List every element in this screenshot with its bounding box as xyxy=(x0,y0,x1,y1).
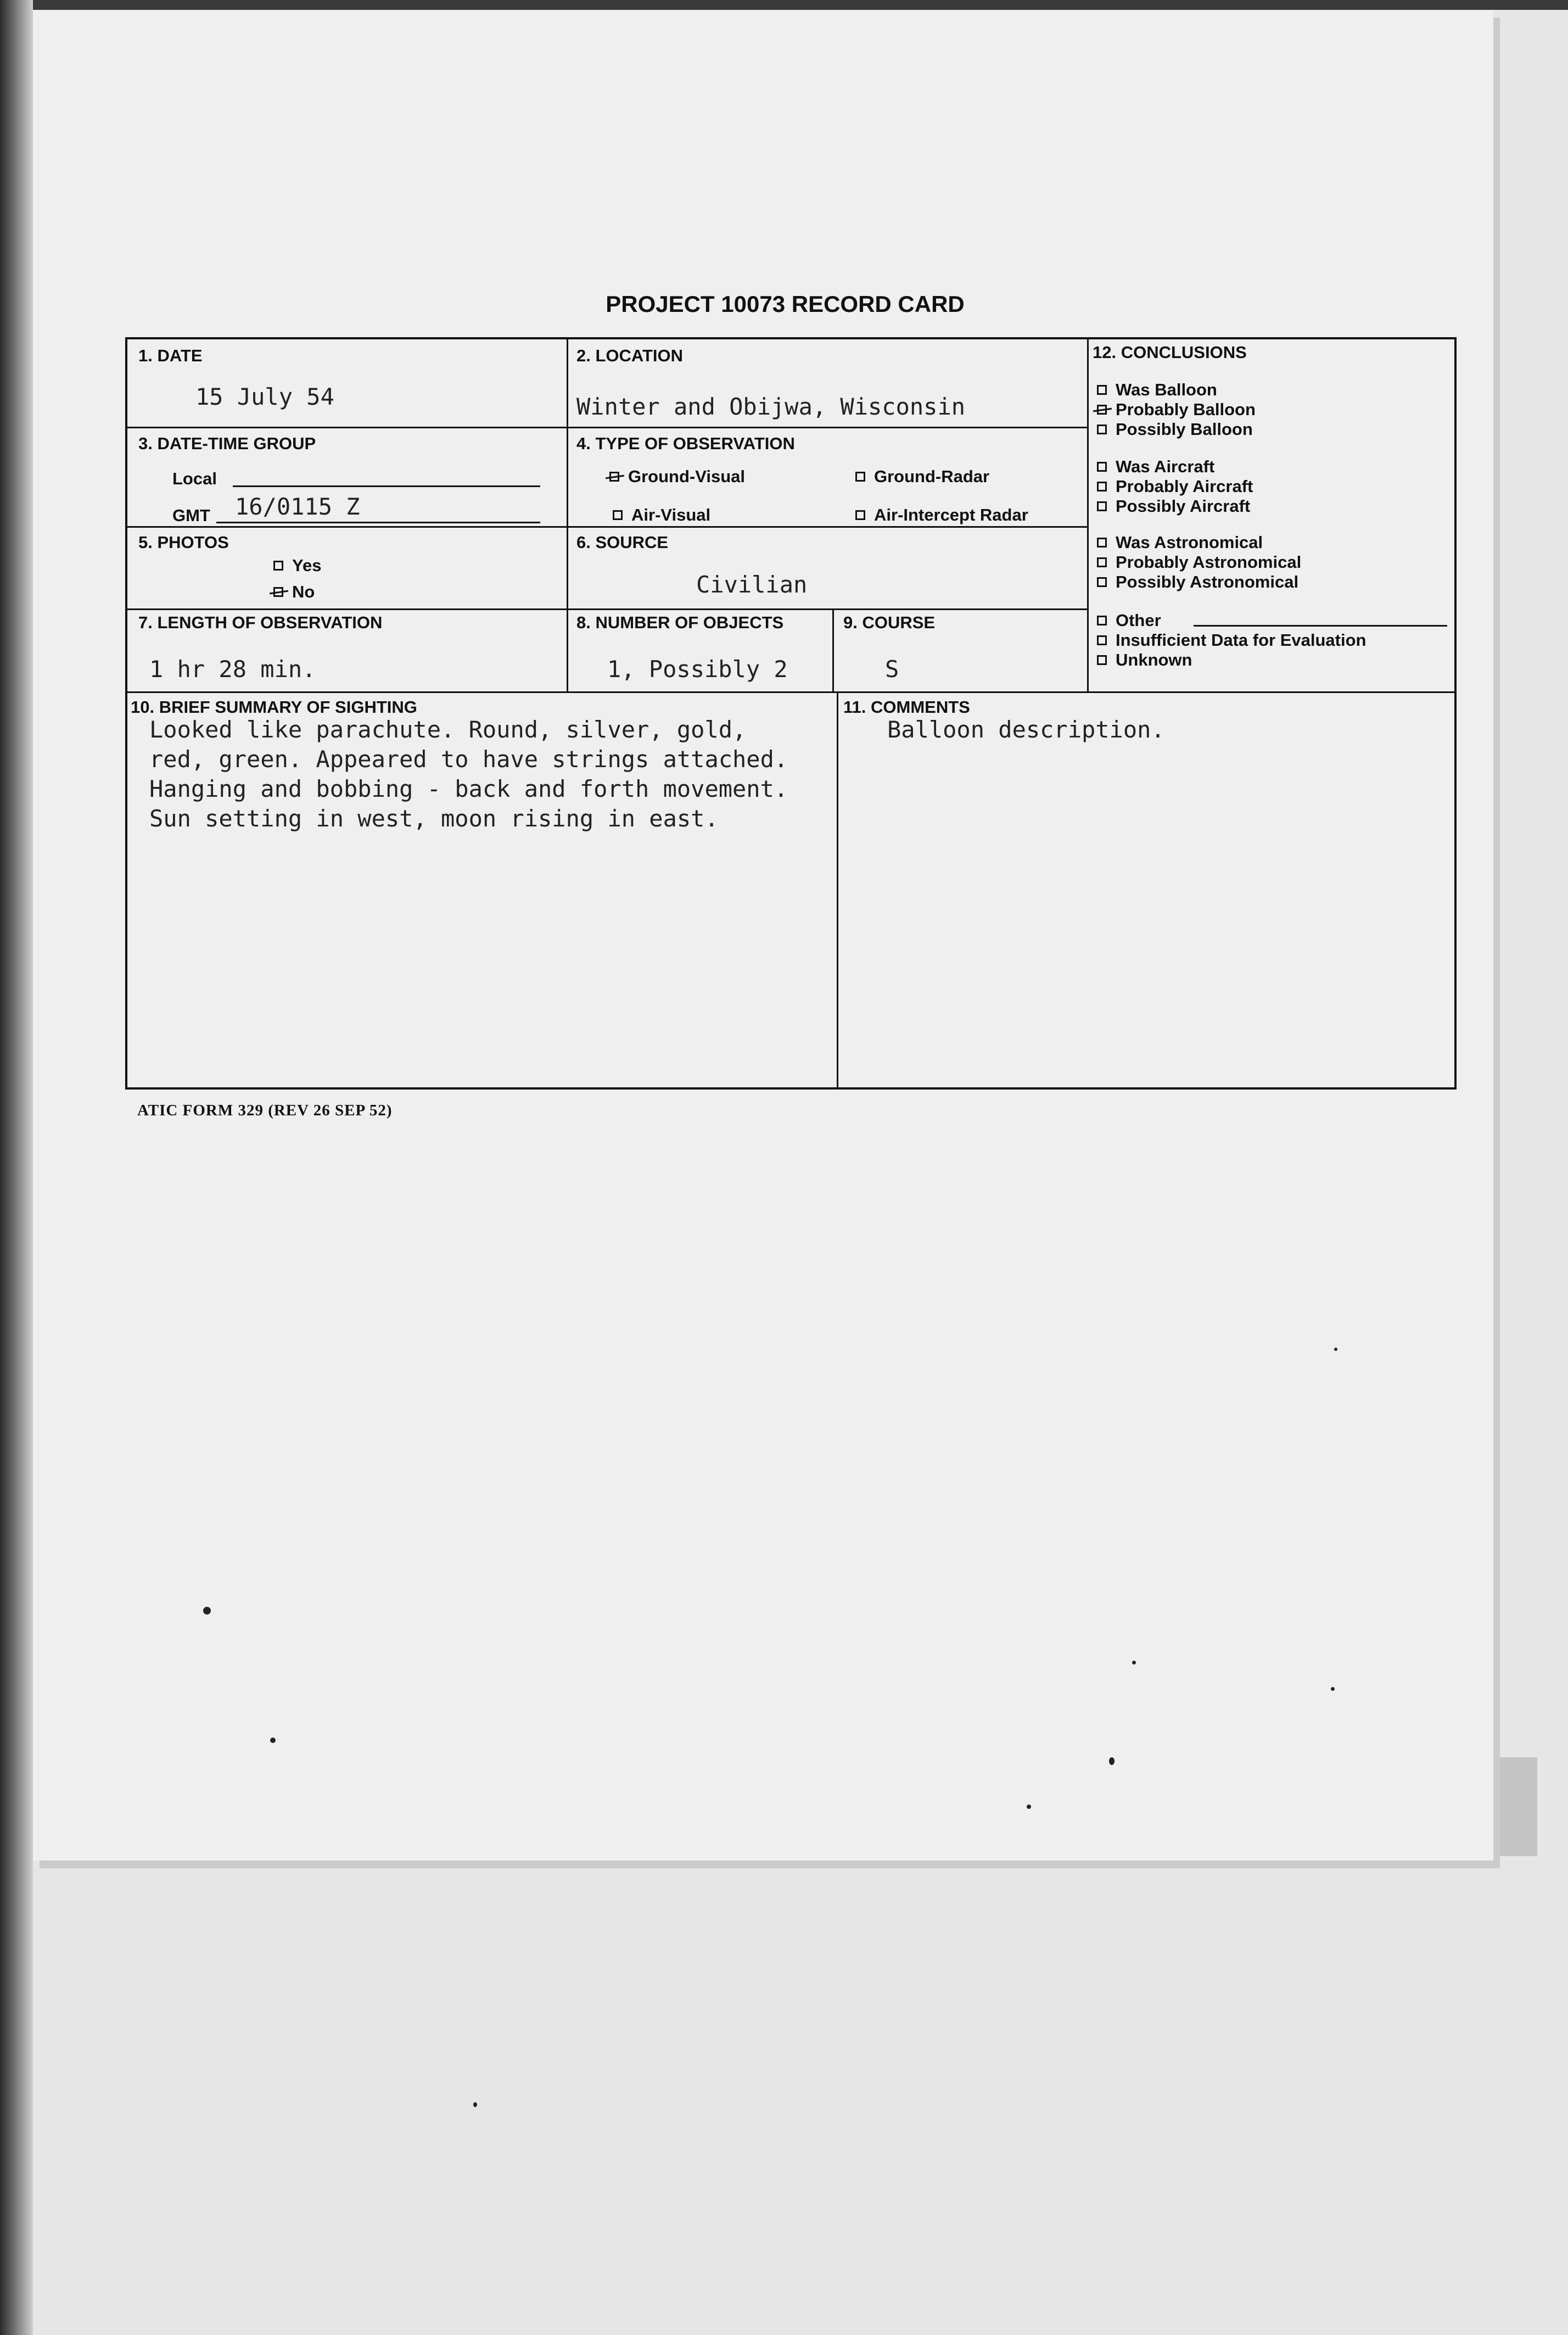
conclusions-label: 12. CONCLUSIONS xyxy=(1093,343,1247,362)
checkbox-photos-no xyxy=(273,587,283,597)
comments-label: 11. COMMENTS xyxy=(843,697,970,717)
scan-speck xyxy=(1334,1348,1337,1351)
date-value: 15 July 54 xyxy=(195,383,334,410)
summary-line-3: Hanging and bobbing - back and forth movement. xyxy=(149,775,788,802)
number-of-objects-value: 1, Possibly 2 xyxy=(607,656,788,683)
location-label: 2. LOCATION xyxy=(576,346,684,365)
summary-line-1: Looked like parachute. Round, silver, gold, xyxy=(149,716,747,743)
observation-type-label: 4. TYPE OF OBSERVATION xyxy=(576,434,795,453)
summary-line-2: red, green. Appeared to have strings attached. xyxy=(149,746,788,773)
comments-value: Balloon description. xyxy=(887,716,1165,743)
scan-speck xyxy=(473,2102,477,2107)
local-time-label: Local xyxy=(172,469,217,488)
scan-speck xyxy=(1132,1661,1136,1664)
date-time-group-label: 3. DATE-TIME GROUP xyxy=(138,434,316,453)
form-id: ATIC FORM 329 (REV 26 SEP 52) xyxy=(137,1102,393,1119)
gmt-label: GMT xyxy=(172,506,210,525)
option-photos-yes: Yes xyxy=(273,556,321,576)
option-air-visual: Air-Visual xyxy=(613,505,710,525)
scan-speck xyxy=(1109,1757,1115,1765)
photos-label: 5. PHOTOS xyxy=(138,533,229,552)
length-of-observation-value: 1 hr 28 min. xyxy=(149,656,316,683)
scan-speck xyxy=(270,1738,276,1743)
conclusion-was-astronomical: Was Astronomical xyxy=(1097,533,1263,552)
conclusion-possibly-astronomical: Possibly Astronomical xyxy=(1097,572,1298,592)
scan-speck xyxy=(203,1607,211,1615)
source-value: Civilian xyxy=(696,571,808,598)
conclusion-probably-astronomical: Probably Astronomical xyxy=(1097,552,1301,572)
checkbox-air-visual xyxy=(613,510,623,520)
checkbox-ground-radar xyxy=(855,472,865,482)
date-label: 1. DATE xyxy=(138,346,203,365)
source-label: 6. SOURCE xyxy=(576,533,669,552)
conclusion-probably-balloon: Probably Balloon xyxy=(1097,400,1256,420)
option-air-intercept-radar: Air-Intercept Radar xyxy=(855,505,1028,525)
gmt-line xyxy=(216,522,540,523)
option-ground-radar: Ground-Radar xyxy=(855,467,989,487)
option-photos-no: No xyxy=(273,582,315,602)
option-ground-visual: Ground-Visual xyxy=(609,467,745,487)
conclusion-probably-aircraft: Probably Aircraft xyxy=(1097,477,1253,496)
brief-summary-label: 10. BRIEF SUMMARY OF SIGHTING xyxy=(131,697,417,717)
scan-border-left xyxy=(0,0,33,2335)
length-of-observation-label: 7. LENGTH OF OBSERVATION xyxy=(138,613,383,632)
conclusion-was-aircraft: Was Aircraft xyxy=(1097,457,1214,477)
local-time-line xyxy=(233,485,540,487)
location-value: Winter and Obijwa, Wisconsin xyxy=(576,393,966,420)
conclusion-other: Other xyxy=(1097,611,1161,630)
course-value: S xyxy=(885,656,899,683)
summary-line-4: Sun setting in west, moon rising in east. xyxy=(149,805,719,832)
conclusion-possibly-balloon: Possibly Balloon xyxy=(1097,420,1253,439)
card-title: PROJECT 10073 RECORD CARD xyxy=(606,291,965,317)
gmt-value: 16/0115 Z xyxy=(235,493,360,520)
conclusion-possibly-aircraft: Possibly Aircraft xyxy=(1097,496,1250,516)
checkbox-air-intercept-radar xyxy=(855,510,865,520)
other-line xyxy=(1194,625,1447,627)
checkbox-ground-visual xyxy=(609,472,619,482)
scan-speck xyxy=(1027,1805,1031,1809)
checkbox-photos-yes xyxy=(273,561,283,571)
scan-border-top xyxy=(0,0,1568,10)
number-of-objects-label: 8. NUMBER OF OBJECTS xyxy=(576,613,784,632)
scan-speck xyxy=(1331,1687,1335,1691)
conclusion-was-balloon: Was Balloon xyxy=(1097,380,1217,400)
conclusion-unknown: Unknown xyxy=(1097,650,1192,670)
conclusion-insufficient-data: Insufficient Data for Evaluation xyxy=(1097,630,1366,650)
record-card-form xyxy=(125,337,1457,1090)
course-label: 9. COURSE xyxy=(843,613,936,632)
